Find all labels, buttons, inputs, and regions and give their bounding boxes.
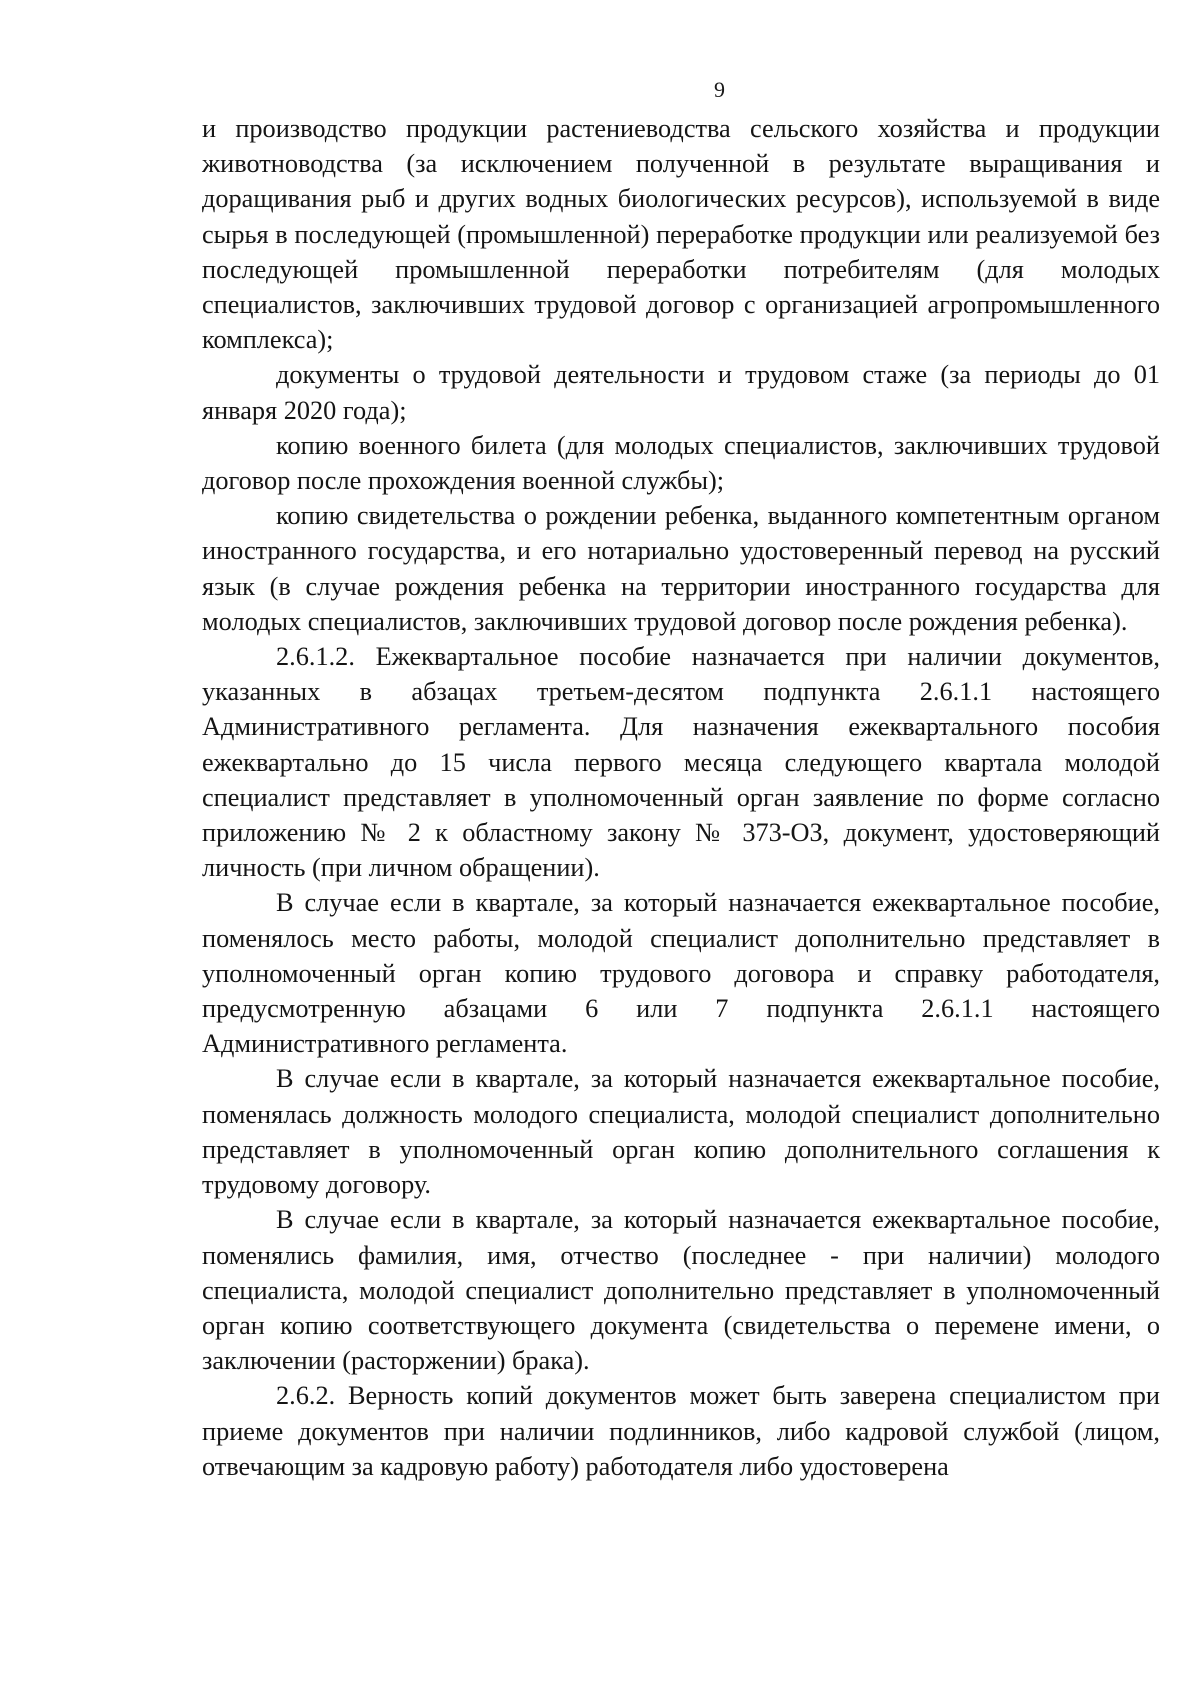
paragraph: и производство продукции растениеводства сельского хозяйства и продукции животноводства (за исключением полученной в результате выращивания и доращивания рыб и других водных биологических ресурсов), используемой в виде сырья в последующей (промышленной) переработке продукции или реализуемой без последующей промышленной переработки потребителям (для молодых специалистов, заключивших трудовой договор с организацией агропромышленного комплекса);: [202, 114, 1160, 355]
document-body: [202, 111, 1160, 1484]
page-number: 9: [714, 77, 725, 102]
paragraph: копию свидетельства о рождении ребенка, выданного компетентным органом иностранного государства, и его нотариально удостоверенный перевод на русский язык (в случае рождения ребенка на территории иностранного государства для молодых специалистов, заключивших трудовой договор после рождения ребенка).: [202, 501, 1160, 636]
paragraph: 2.6.1.2. Ежеквартальное пособие назначается при наличии документов, указанных в абзацах третьем-десятом подпункта 2.6.1.1 настоящего Административного регламента. Для назначения ежеквартального пособия ежеквартально до 15 числа первого месяца следующего квартала молодой специалист представляет в уполномоченный орган заявление по форме согласно приложению № 2 к областному закону № 373-ОЗ, документ, удостоверяющий личность (при личном обращении).: [202, 642, 1160, 883]
paragraph: 2.6.2. Верность копий документов может быть заверена специалистом при приеме документов при наличии подлинников, либо кадровой службой (лицом, отвечающим за кадровую работу) работодателя либо удостоверена: [202, 1381, 1160, 1481]
paragraph: копию военного билета (для молодых специалистов, заключивших трудовой договор после прохождения военной службы);: [202, 430, 1160, 496]
paragraph: В случае если в квартале, за который назначается ежеквартальное пособие, поменялась должность молодого специалиста, молодой специалист дополнительно представляет в уполномоченный орган копию дополнительного соглашения к трудовому договору.: [202, 1064, 1160, 1200]
paragraph: В случае если в квартале, за который назначается ежеквартальное пособие, поменялись фамилия, имя, отчество (последнее - при наличии) молодого специалиста, молодой специалист дополнительно представляет в уполномоченный орган копию соответствующего документа (свидетельства о перемене имени, о заключении (расторжении) брака).: [202, 1205, 1160, 1376]
paragraph: документы о трудовой деятельности и трудовом стаже (за периоды до 01 января 2020 года);: [202, 360, 1160, 425]
paragraph: В случае если в квартале, за который назначается ежеквартальное пособие, поменялось место работы, молодой специалист дополнительно представляет в уполномоченный орган копию трудового договора и справку работодателя, предусмотренную абзацами 6 или 7 подпункта 2.6.1.1 настоящего Административного регламента.: [202, 888, 1160, 1059]
